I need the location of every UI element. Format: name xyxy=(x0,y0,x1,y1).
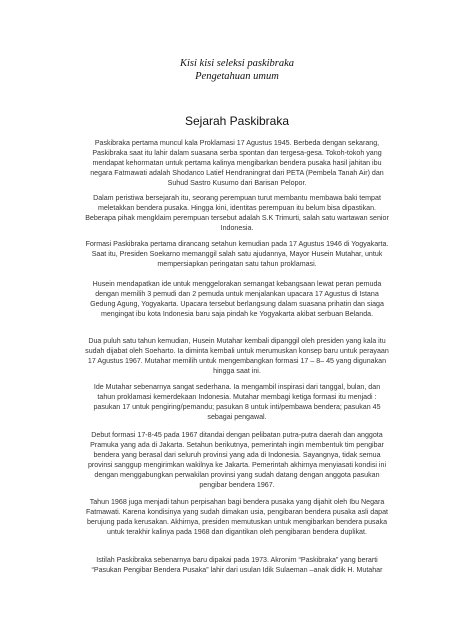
document-title: Kisi kisi seleksi paskibraka xyxy=(179,58,295,69)
section-title: Sejarah Paskibraka xyxy=(184,114,290,128)
paragraph-3: Formasi Paskibraka pertama dirancang setahun kemudian pada 17 Agustus 1946 di Yogyakarta. Saat itu, Presiden Soekarno memanggil salah satu ajudannya, Mayor Husein Mutahar, untuk mempersiapkan peringatan satu tahun proklamasi. xyxy=(85,240,389,268)
paragraph-7: Debut formasi 17-8-45 pada 1967 ditandai dengan pelibatan putra-putra daerah dan anggota Pramuka yang ada di Jakarta. Setahun berikutnya, pemerintah ingin membentuk tim pengibar bendera yang berasal dari seluruh provinsi yang ada di Indonesia. Sayangnya, tidak semua provinsi sanggup mengirimkan wakilnya ke Jakarta. Pemerintah akhirnya menyiasati kondisi ini dengan menggabungkan perwakilan provinsi yang sudah datang dengan anggota pasukan pengibar bendera 1967. xyxy=(87,431,387,489)
paragraph-8: Tahun 1968 juga menjadi tahun perpisahan bagi bendera pusaka yang dijahit oleh Ibu Negara Fatmawati. Karena kondisinya yang sudah dimakan usia, pengibaran bendera pusaka asli dapat berujung pada kerusakan. Akhirnya, presiden memutuskan untuk mengibarkan bendera pusaka untuk terakhir kalinya pada 1968 dan digantikan oleh pengibaran bendera duplikat. xyxy=(85,498,389,536)
paragraph-2: Dalam peristiwa bersejarah itu, seorang perempuan turut membantu membawa baki tempat meletakkan bendera pusaka. Hingga kini, identitas perempuan itu belum bisa dipastikan. Beberapa pihak mengklaim perempuan tersebut adalah S.K Trimurti, salah satu wartawan senior Indonesia. xyxy=(85,194,389,232)
paragraph-4: Husein mendapatkan ide untuk menggelorakan semangat kebangsaan lewat peran pemuda dengan memilih 3 pemudi dan 2 pemuda untuk menjalankan upacara 17 Agustus di Istana Gedung Agung, Yogyakarta. Upacara tersebut berlangsung dalam suasana prihatin dan siaga mengingat ibu kota Indonesia baru saja pindah ke Yogyakarta akibat serbuan Belanda. xyxy=(90,280,384,318)
paragraph-9: Istilah Paskibraka sebenarnya baru dipakai pada 1973. Akronim “Paskibraka” yang berarti “Pasukan Pengibar Bendera Pusaka” lahir dari usulan Idik Sulaeman –anak didik H. Mutahar xyxy=(91,556,383,574)
paragraph-6: Ide Mutahar sebenarnya sangat sederhana. Ia mengambil inspirasi dari tanggal, bulan, dan tahun proklamasi kemerdekaan Indonesia. Mutahar membagi ketiga formasi itu menjadi : pasukan 17 untuk pengiring/pemandu; pasukan 8 untuk inti/pembawa bendera; pasukan 45 sebagai pengawal. xyxy=(93,383,381,421)
paragraph-1: Paskibraka pertama muncul kala Proklamasi 17 Agustus 1945. Berbeda dengan sekarang, Paskibraka saat itu lahir dalam suasana serba spontan dan tergesa-gesa. Tokoh-tokoh yang mendapat kehormatan untuk pertama kalinya mengibarkan bendera pusaka hasil jahitan ibu negara Fatmawati adalah Shodanco Latief Hendraningrat dari PETA (Pembela Tanah Air) dan Suhud Sastro Kusumo dari Barisan Pelopor. xyxy=(90,139,384,187)
paragraph-5: Dua puluh satu tahun kemudian, Husein Mutahar kembali dipanggil oleh presiden yang kala itu sudah dijabat oleh Soeharto. Ia diminta kembali untuk merumuskan konsep baru untuk perayaan 17 Agustus 1967. Mutahar memilih untuk mengembangkan formasi 17 – 8– 45 yang digunakan hingga saat ini. xyxy=(85,337,389,375)
document-subtitle: Pengetahuan umum xyxy=(195,71,279,82)
